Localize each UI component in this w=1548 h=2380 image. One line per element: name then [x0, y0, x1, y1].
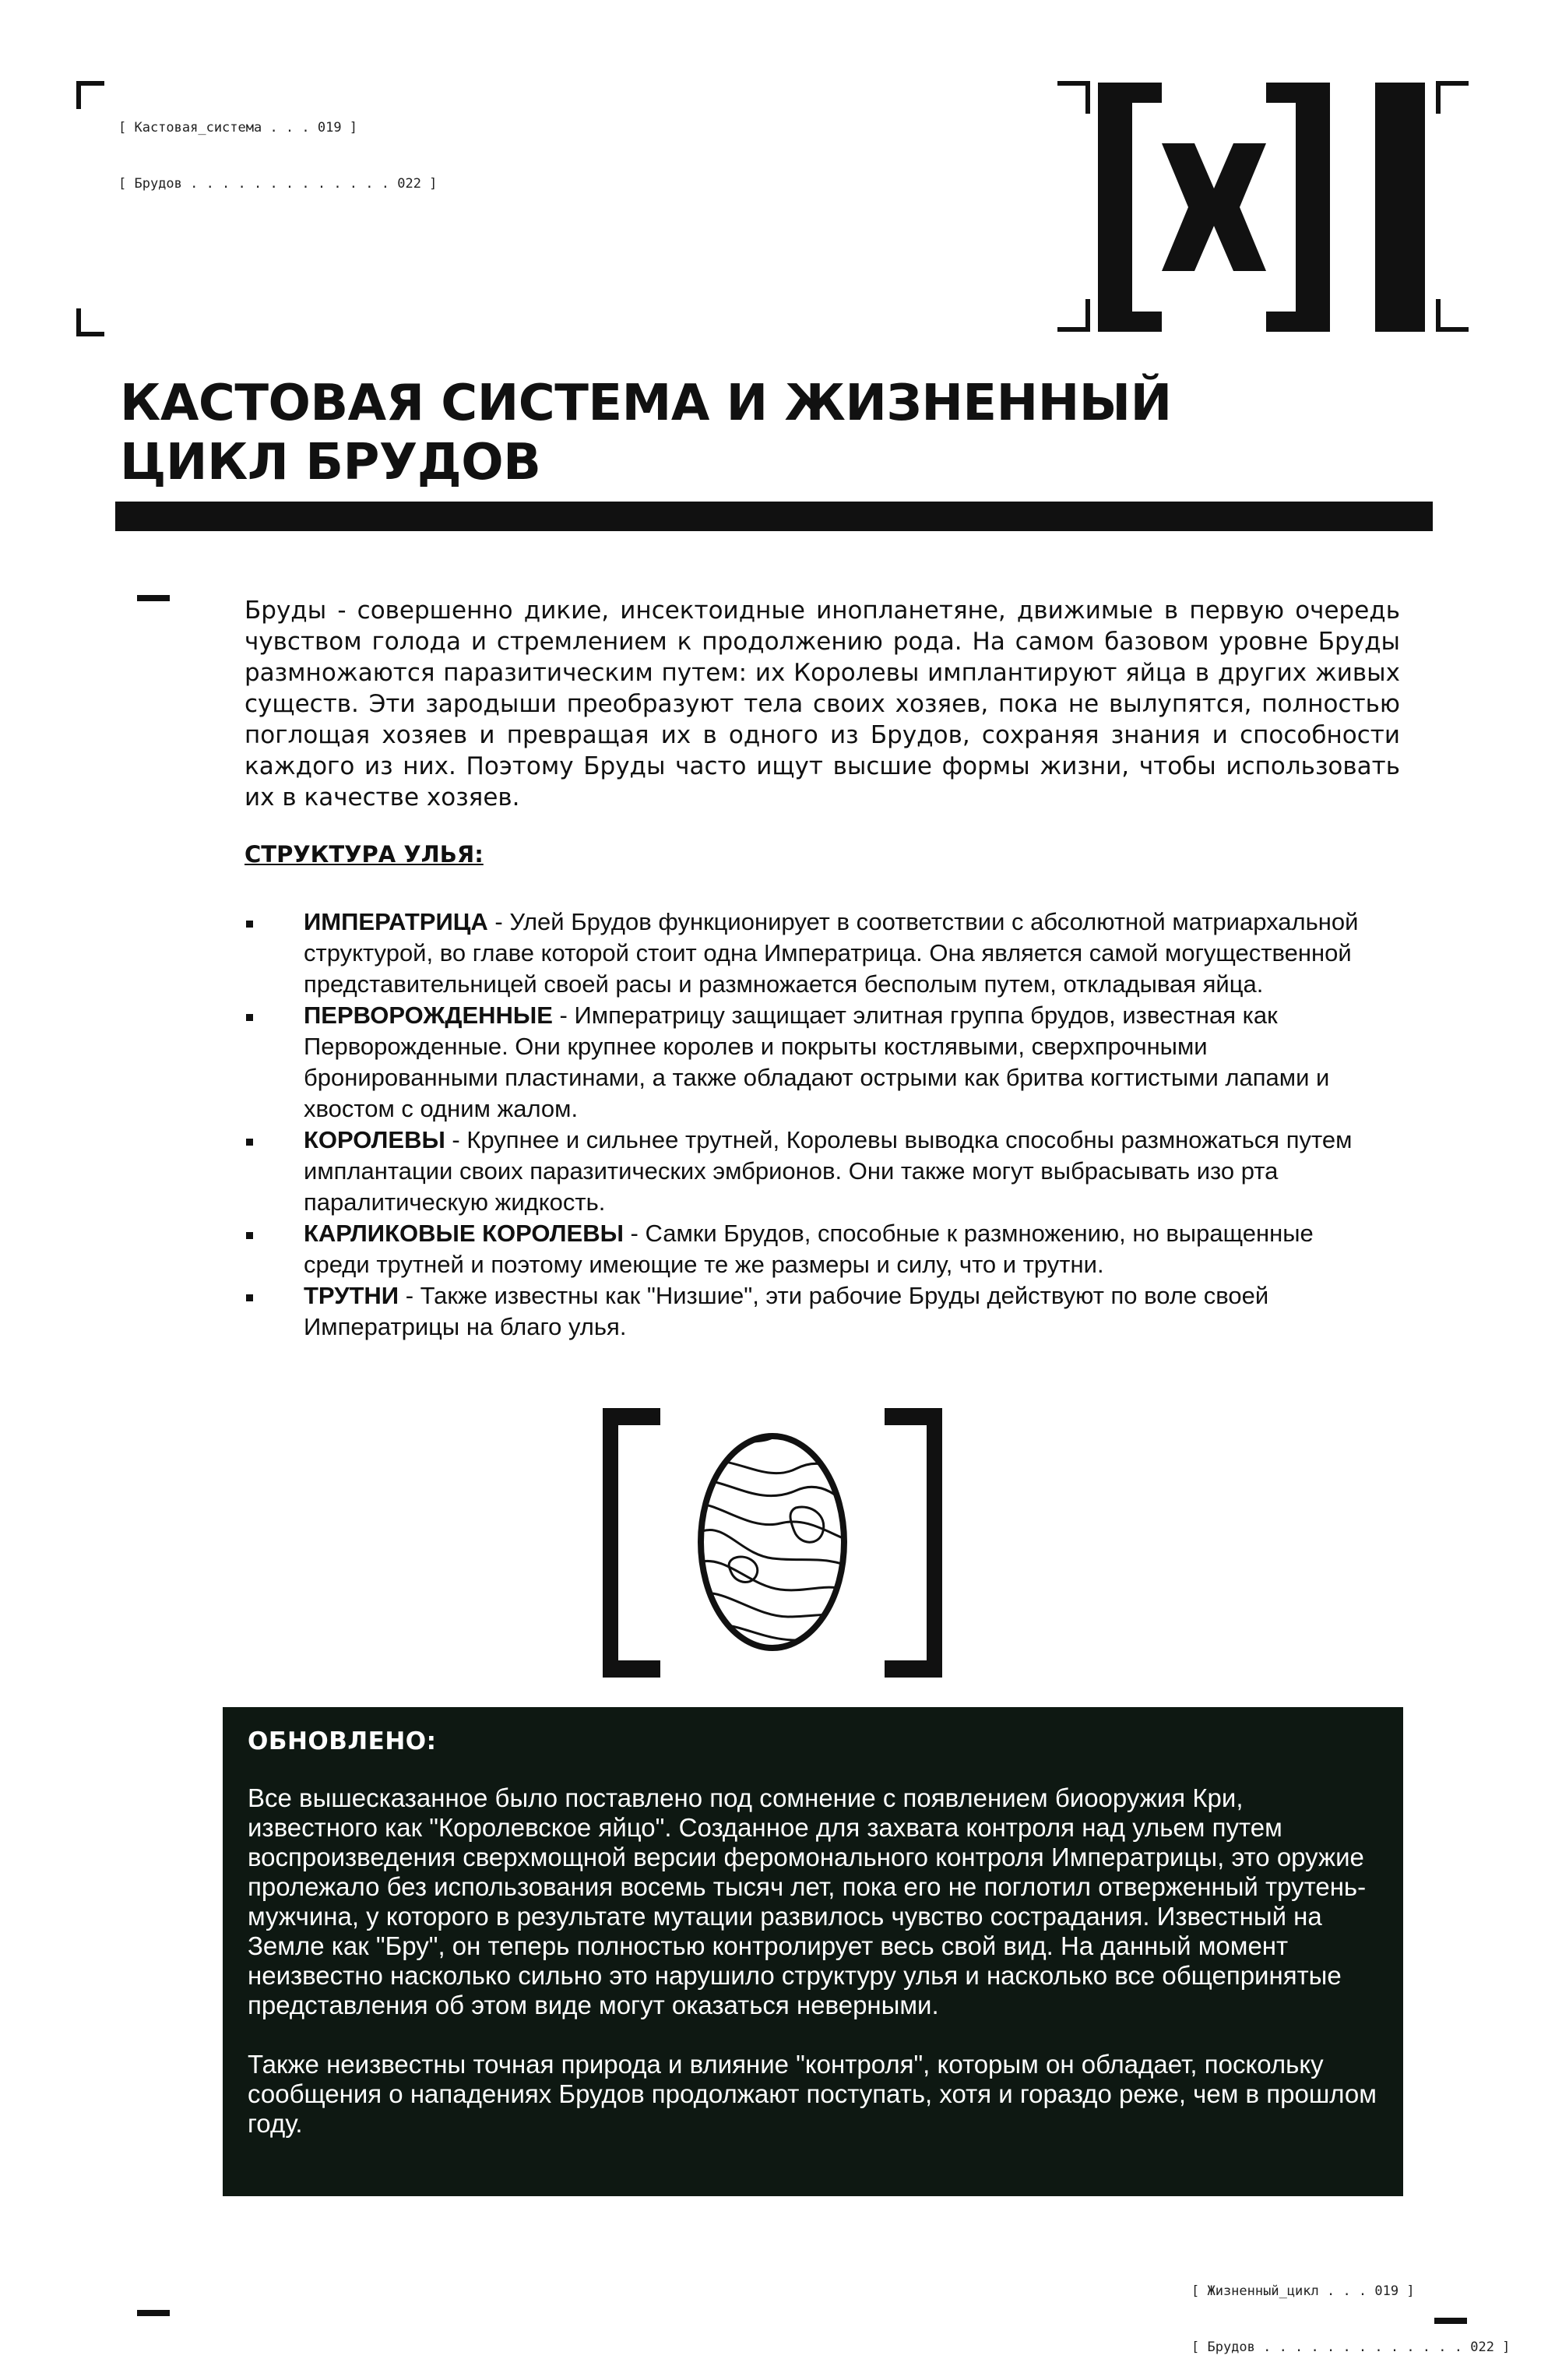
footer-dash-left — [137, 2310, 170, 2316]
list-item-empress — [245, 907, 1381, 1000]
bullet-marker — [246, 921, 253, 928]
corner-bracket-logo-top-left — [1057, 81, 1090, 114]
corner-bracket-bottom-left — [76, 308, 104, 336]
toc-top — [118, 81, 437, 212]
corner-bracket-logo-bottom-left — [1057, 299, 1090, 332]
list-item-term: ПЕРВОРОЖДЕННЫЕ — [304, 1002, 553, 1029]
list-item-text: - Крупнее и сильнее трутней, Королевы выводка способны размножаться путем имплантации своих паразитических эмбрионов. Они также могут выбрасывать изо рта паралитическую жидкость. — [304, 1126, 1353, 1216]
list-item-text: - Самки Брудов, способные к размножению, но выращенные среди трутней и поэтому имеющие те же размеры и силу, что и трутни. — [304, 1220, 1314, 1278]
hive-structure-heading: СТРУКТУРА УЛЬЯ: — [245, 841, 484, 868]
list-item-queens — [245, 1125, 1381, 1218]
update-paragraph-1: Все вышесказанное было поставлено под сомнение с появлением биооружия Кри, известного как "Королевское яйцо". Созданное для захвата контроля над ульем путем воспроизведения сверхмощной версии феромонального контроля Императрицы, это оружие пролежало без использования восемь тысяч лет, пока его не поглотил отверженный трутень-мужчина, у которого в результате мутации развилось чувство сострадания. Известный на Земле как "Бру", он теперь полностью контролирует весь свой вид. На данный момент неизвестно насколько сильно это нарушило структуру улья и насколько все общепринятые представления об этом виде могут оказаться неверными. — [248, 1783, 1367, 2019]
toc-bottom-line-1: [ Жизненный_цикл . . . 019 ] — [1191, 2283, 1415, 2299]
bullet-marker — [246, 1294, 253, 1301]
list-item-text: - Императрицу защищает элитная группа брудов, известная как Перворожденные. Они крупнее королев и покрыты костлявыми, сверхпрочными бронированными пластинами, а также обладают острыми как бритва когтистыми лапами и хвостом с одним жалом. — [304, 1002, 1330, 1122]
bullet-marker — [246, 1139, 253, 1146]
bullet-marker — [246, 1232, 253, 1239]
toc-top-line-2: [ Брудов . . . . . . . . . . . . . 022 ] — [118, 176, 438, 192]
brood-egg-icon — [601, 1407, 944, 1679]
page-title — [120, 374, 1210, 492]
update-heading: ОБНОВЛЕНО: — [248, 1727, 437, 1755]
intro-paragraph: Бруды - совершенно дикие, инсектоидные инопланетяне, движимые в первую очередь чувством голода и стремлением к продолжению рода. На самом базовом уровне Бруды размножаются паразитическим путем: их Королевы имплантируют яйца в других живых существ. Эти зародыши преобразуют тела своих хозяев, пока не вылупятся, полностью поглощая хозяев и превращая их в одного из Брудов, сохраняя знания и способности каждого из них. Поэтому Бруды часто ищут высшие формы жизни, чтобы использовать их в качестве хозяев. — [245, 597, 1400, 812]
list-item-firstborn — [245, 1000, 1381, 1125]
margin-dash — [137, 595, 170, 601]
x-men-x-logo-icon — [1098, 83, 1425, 332]
toc-bottom-line-2: [ Брудов . . . . . . . . . . . . . 022 ] — [1191, 2340, 1511, 2355]
page-title-line-2: ЦИКЛ БРУДОВ — [120, 434, 541, 491]
toc-top-line-1: [ Кастовая_система . . . 019 ] — [118, 120, 358, 136]
list-item-dwarf-queens — [245, 1218, 1381, 1280]
list-item-text: - Улей Брудов функционирует в соответствии с абсолютной матриархальной структурой, во главе которой стоит одна Императрица. Она является самой могущественной представительницей своей расы и размножается бесполым путем, откладывая яйца. — [304, 908, 1359, 998]
title-divider — [115, 502, 1433, 531]
list-item-term: КОРОЛЕВЫ — [304, 1126, 445, 1153]
bullet-marker — [246, 1014, 253, 1021]
hive-structure-list — [245, 907, 1381, 1343]
page-title-line-1: КАСТОВАЯ СИСТЕМА И ЖИЗНЕННЫЙ — [120, 375, 1172, 432]
corner-bracket-logo-top-right — [1436, 81, 1469, 114]
corner-bracket-top-left — [76, 81, 104, 109]
list-item-drones — [245, 1280, 1381, 1343]
footer-dash-right — [1434, 2318, 1467, 2324]
update-box — [223, 1707, 1403, 2196]
list-item-term: КАРЛИКОВЫЕ КОРОЛЕВЫ — [304, 1220, 624, 1247]
corner-bracket-logo-bottom-right — [1436, 299, 1469, 332]
toc-bottom — [1191, 2244, 1510, 2375]
update-paragraph-2: Также неизвестны точная природа и влияние "контроля", которым он обладает, поскольку сообщения о нападениях Брудов продолжают поступать, хотя и гораздо реже, чем в прошлом году. — [248, 2050, 1377, 2138]
list-item-term: ТРУТНИ — [304, 1282, 399, 1309]
list-item-text: - Также известны как "Низшие", эти рабочие Бруды действуют по воле своей Императрицы на благо улья. — [304, 1282, 1269, 1340]
list-item-term: ИМПЕРАТРИЦА — [304, 908, 488, 935]
